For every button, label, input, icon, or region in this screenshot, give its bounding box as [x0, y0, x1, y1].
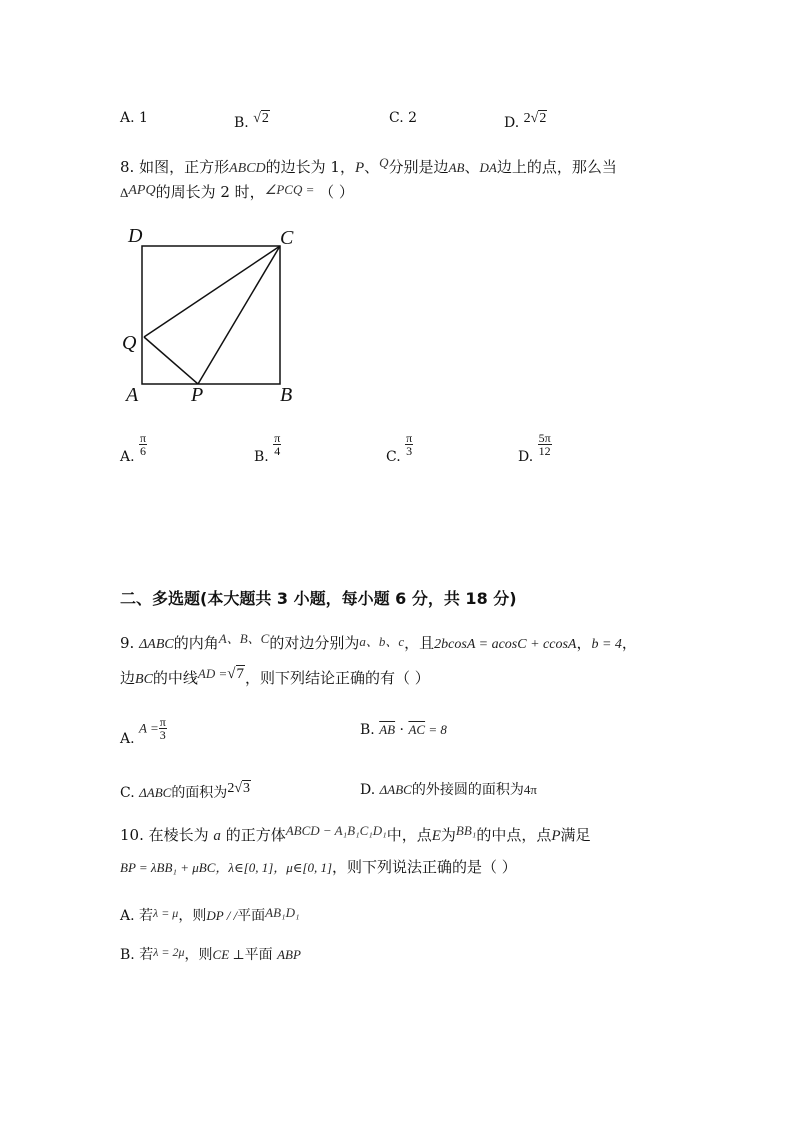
q10-stem-line1: 10. 在棱长为 a 的正方体ABCD − A₁B₁C₁D₁中，点E为BB₁的中点，点P满足 [120, 823, 591, 844]
q8-figure [118, 222, 308, 407]
q7-option-d: D. 2√2 [504, 111, 547, 131]
label-p: P [191, 384, 204, 406]
q7-option-b: B. √2 [234, 111, 269, 131]
q8-option-d: D. $\frac{5\pi}{12}$ [518, 431, 551, 465]
q9-option-c: C. ΔABC的面积为2√3 [120, 781, 250, 801]
q9-option-d: D. ΔABC的外接圆的面积为4π [360, 782, 537, 798]
segment-qc [144, 246, 280, 337]
label-b: B [280, 384, 293, 406]
q8-stem-line2: ΔAPQ的周长为 2 时，∠PCQ = （ ） [120, 182, 354, 201]
q8-option-c: C. $\frac{\pi}{3}$ [386, 431, 413, 465]
label-d: D [128, 225, 143, 247]
label-a: A [126, 384, 139, 406]
q9-option-b: B. $\overline{AB} \cdot \overline{AC} = 8$ [360, 722, 447, 738]
q7-option-c: C. 2 [389, 110, 418, 126]
section-heading: 二、多选题(本大题共 3 小题，每小题 6 分，共 18 分) [120, 589, 517, 608]
q8-option-b: B. $\frac{\pi}{4}$ [254, 431, 281, 465]
q10-option-b: B. 若λ = 2μ，则CE ⊥平面 ABP [120, 945, 301, 963]
q8-option-a: A. $\frac{\pi}{6}$ [120, 431, 147, 465]
q9-option-a: A. A = $\frac{\pi}{3}$ [120, 715, 166, 747]
q7-option-a: A. 1 [120, 110, 148, 126]
q10-stem-line2: BP = λBB₁ + μBC，λ∈[0, 1]，μ∈[0, 1]，则下列说法正确的是（ ） [120, 858, 517, 876]
q9-stem-line2: 边BC的中线AD =√7，则下列结论正确的有（ ） [120, 666, 430, 687]
q9-stem-line1: 9. ΔABC的内角A、B、C的对边分别为a、b、c，且2bcosA = acosC + ccosA，b = 4， [120, 631, 637, 652]
label-q: Q [122, 332, 137, 354]
label-c: C [280, 227, 294, 249]
segment-pc [198, 246, 280, 384]
q8-stem-line1: 8. 如图，正方形ABCD的边长为 1，P、Q分别是边AB、DA边上的点，那么当 [120, 155, 617, 176]
q10-option-a: A. 若λ = μ，则DP / /平面AB₁D₁ [120, 905, 300, 924]
segment-qp [144, 337, 198, 384]
